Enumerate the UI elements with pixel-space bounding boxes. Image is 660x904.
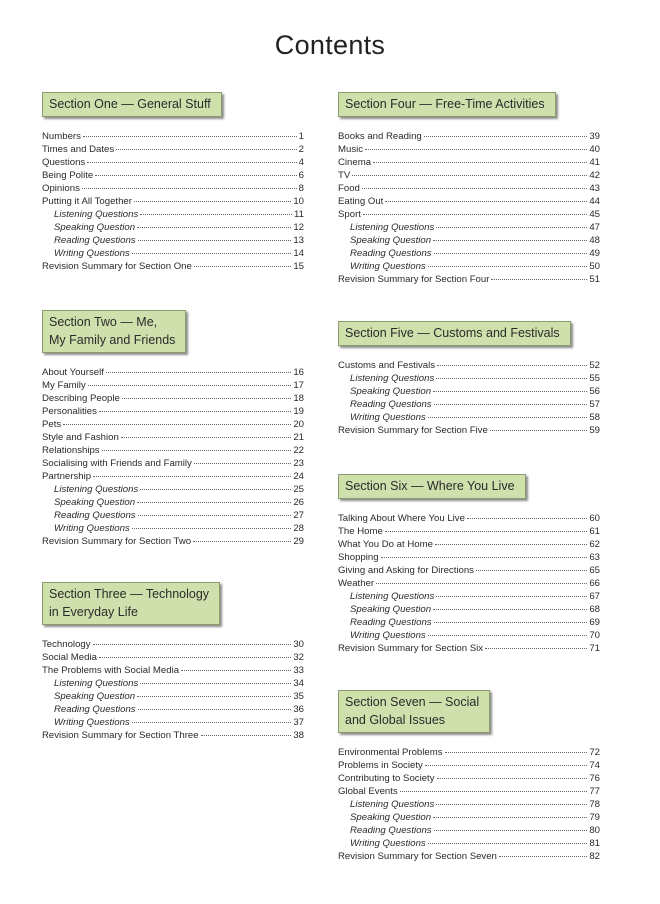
section-two [42,310,304,546]
dot-leader [140,479,291,490]
dot-leader [428,256,588,267]
section-heading-line: Section Seven — Social [345,695,480,709]
toc-entry-label: Writing Questions [350,630,426,641]
toc-entry-label: Environmental Problems [338,747,443,758]
toc-entry[interactable] [338,848,600,861]
toc-entry-page-number: 29 [293,536,304,547]
toc-entry-label: Revision Summary for Section Two [42,536,192,547]
dot-leader [385,191,587,202]
toc-entry-page-number: 56 [589,386,600,397]
toc-entry-label: Customs and Festivals [338,360,436,371]
dot-leader [485,638,587,649]
toc-entry-page-number: 8 [298,183,304,194]
dot-leader [437,768,588,779]
toc-entry-label: Personalities [42,406,97,417]
section-heading-line: Section Five — Customs and Festivals [345,326,560,340]
toc-entry[interactable] [42,258,304,271]
dot-leader [140,204,292,215]
section-heading-line: and Global Issues [345,713,446,727]
toc-entry-page-number: 24 [293,471,304,482]
toc-entry[interactable] [338,422,600,435]
toc-entry-page-number: 63 [589,552,600,563]
dot-leader [352,165,587,176]
toc-entry-label: Putting it All Together [42,196,132,207]
toc-entry-page-number: 74 [589,760,600,771]
toc-entry-label: Being Polite [42,170,94,181]
section-one [42,92,304,271]
toc-entry-page-number: 76 [589,773,600,784]
dot-leader [95,165,296,176]
toc-entry-label: Books and Reading [338,131,422,142]
section-heading-line: Section One — General Stuff [49,97,211,111]
toc-entry-page-number: 78 [589,799,600,810]
toc-entry-label: Listening Questions [350,373,435,384]
section-three [42,582,304,740]
toc-entry-label: Talking About Where You Live [338,513,465,524]
toc-entry-page-number: 1 [298,131,304,142]
toc-entry-page-number: 43 [589,183,600,194]
entry-list [338,510,600,653]
toc-entry-label: Listening Questions [54,209,139,220]
dot-leader [138,505,292,516]
toc-entry-page-number: 12 [293,222,304,233]
toc-entry-label: Speaking Question [54,497,136,508]
toc-entry[interactable] [42,533,304,546]
dot-leader [193,531,291,542]
dot-leader [434,612,588,623]
dot-leader [365,139,587,150]
toc-entry-label: Writing Questions [54,523,130,534]
toc-entry-label: Shopping [338,552,379,563]
dot-leader [132,518,292,529]
toc-entry-label: Reading Questions [54,235,136,246]
toc-entry-page-number: 10 [293,196,304,207]
toc-entry-page-number: 60 [589,513,600,524]
toc-entry-label: Times and Dates [42,144,115,155]
toc-entry-page-number: 82 [589,851,600,862]
toc-entry-label: My Family [42,380,86,391]
section-heading-line: Section Six — Where You Live [345,479,515,493]
page-title: Contents [274,30,386,60]
section-heading[interactable] [338,690,490,733]
dot-leader [433,230,587,241]
toc-entry-page-number: 51 [589,274,600,285]
section-six [338,474,600,653]
toc-entry[interactable] [42,727,304,740]
dot-leader [181,660,291,671]
toc-entry-label: Reading Questions [350,617,432,628]
section-heading[interactable] [42,92,222,117]
toc-entry-page-number: 70 [589,630,600,641]
toc-entry-page-number: 79 [589,812,600,823]
dot-leader [373,152,587,163]
toc-entry-page-number: 36 [293,704,304,715]
toc-entry-label: About Yourself [42,367,104,378]
toc-entry-page-number: 21 [293,432,304,443]
toc-entry-label: Reading Questions [350,825,432,836]
dot-leader [93,466,291,477]
dot-leader [102,440,292,451]
toc-entry-page-number: 23 [293,458,304,469]
toc-entry-page-number: 49 [589,248,600,259]
toc-entry-page-number: 4 [298,157,304,168]
toc-entry-page-number: 37 [293,717,304,728]
dot-leader [138,699,292,710]
dot-leader [82,178,297,189]
dot-leader [434,243,588,254]
toc-entry-label: Speaking Question [350,235,432,246]
toc-entry-label: Socialising with Friends and Family [42,458,192,469]
dot-leader [194,256,292,267]
toc-entry-page-number: 48 [589,235,600,246]
toc-entry-label: Cinema [338,157,372,168]
toc-entry-page-number: 34 [293,678,304,689]
dot-leader [433,381,587,392]
entry-list [42,128,304,271]
dot-leader [437,355,587,366]
toc-entry-label: Listening Questions [350,591,435,602]
toc-entry-page-number: 57 [589,399,600,410]
entry-list [42,636,304,740]
toc-entry-label: Listening Questions [54,678,139,689]
dot-leader [445,742,588,753]
toc-entry-label: Writing Questions [54,248,130,259]
section-heading[interactable] [338,92,556,117]
toc-entry-page-number: 45 [589,209,600,220]
section-five [338,321,600,435]
toc-entry-page-number: 2 [298,144,304,155]
toc-entry-page-number: 27 [293,510,304,521]
toc-entry-page-number: 77 [589,786,600,797]
toc-entry-label: Numbers [42,131,81,142]
dot-leader [87,152,296,163]
dot-leader [376,573,587,584]
dot-leader [88,375,292,386]
toc-entry-page-number: 62 [589,539,600,550]
toc-entry-page-number: 66 [589,578,600,589]
dot-leader [99,401,291,412]
toc-entry-label: Revision Summary for Section Five [338,425,488,436]
toc-entry-page-number: 44 [589,196,600,207]
toc-entry-label: Writing Questions [350,838,426,849]
dot-leader [433,599,587,610]
toc-entry-label: Food [338,183,360,194]
toc-entry-label: Listening Questions [54,484,139,495]
entry-list [338,357,600,435]
toc-entry-label: Opinions [42,183,80,194]
dot-leader [121,427,292,438]
dot-leader [491,269,587,280]
toc-entry-page-number: 52 [589,360,600,371]
dot-leader [99,647,291,658]
toc-entry-page-number: 65 [589,565,600,576]
toc-entry-page-number: 61 [589,526,600,537]
toc-entry-page-number: 33 [293,665,304,676]
dot-leader [436,368,587,379]
toc-entry-label: Technology [42,639,91,650]
dot-leader [424,126,588,137]
toc-entry-label: Relationships [42,445,100,456]
dot-leader [63,414,291,425]
toc-entry-label: Reading Questions [54,704,136,715]
toc-entry-label: TV [338,170,351,181]
toc-entry-page-number: 81 [589,838,600,849]
toc-entry-page-number: 41 [589,157,600,168]
dot-leader [122,388,291,399]
toc-entry-label: Reading Questions [54,510,136,521]
dot-leader [116,139,296,150]
dot-leader [132,243,292,254]
toc-entry-page-number: 68 [589,604,600,615]
toc-entry-label: Speaking Question [54,222,136,233]
section-heading[interactable] [338,474,526,499]
dot-leader [434,394,588,405]
section-heading[interactable] [338,321,571,346]
toc-entry-page-number: 26 [293,497,304,508]
toc-entry-page-number: 55 [589,373,600,384]
dot-leader [140,673,291,684]
toc-entry-label: Weather [338,578,375,589]
dot-leader [93,634,292,645]
toc-entry-label: Writing Questions [350,412,426,423]
dot-leader [132,712,292,723]
section-seven [338,690,600,861]
toc-entry-label: Contributing to Society [338,773,435,784]
dot-leader [83,126,297,137]
toc-entry[interactable] [338,271,600,284]
dot-leader [428,833,588,844]
dot-leader [400,781,588,792]
dot-leader [490,420,588,431]
toc-entry-page-number: 6 [298,170,304,181]
toc-entry-label: Problems in Society [338,760,423,771]
section-heading-line: My Family and Friends [49,333,176,347]
toc-entry-page-number: 15 [293,261,304,272]
dot-leader [499,846,587,857]
toc-entry-page-number: 11 [294,209,304,220]
toc-entry-label: Style and Fashion [42,432,119,443]
toc-entry-page-number: 80 [589,825,600,836]
toc-entry-label: Reading Questions [350,248,432,259]
entry-list [42,364,304,546]
dot-leader [134,191,291,202]
toc-entry-page-number: 67 [589,591,600,602]
toc-entry-page-number: 25 [293,484,304,495]
dot-leader [436,794,587,805]
toc-entry-label: Listening Questions [350,222,435,233]
toc-entry-page-number: 35 [293,691,304,702]
toc-entry-label: Revision Summary for Section Six [338,643,484,654]
toc-entry-page-number: 40 [589,144,600,155]
toc-entry-label: Writing Questions [54,717,130,728]
toc-entry-page-number: 13 [293,235,304,246]
dot-leader [434,820,588,831]
dot-leader [467,508,587,519]
toc-entry-label: Sport [338,209,361,220]
toc-entry-label: Giving and Asking for Directions [338,565,474,576]
toc-entry-page-number: 20 [293,419,304,430]
toc-entry-label: Speaking Question [350,386,432,397]
dot-leader [201,725,292,736]
toc-entry-label: Questions [42,157,86,168]
dot-leader [137,217,291,228]
dot-leader [436,586,587,597]
section-heading-line: Section Two — Me, [49,315,158,329]
section-heading[interactable] [42,310,186,353]
dot-leader [106,362,291,373]
toc-entry-page-number: 71 [589,643,600,654]
toc-entry-page-number: 38 [293,730,304,741]
toc-entry-page-number: 32 [293,652,304,663]
toc-entry-label: Partnership [42,471,92,482]
dot-leader [385,521,588,532]
dot-leader [436,217,587,228]
dot-leader [476,560,587,571]
toc-entry-label: Revision Summary for Section Four [338,274,490,285]
toc-entry-label: Reading Questions [350,399,432,410]
dot-leader [137,686,291,697]
toc-entry-label: What You Do at Home [338,539,433,550]
dot-leader [194,453,292,464]
section-heading-line: in Everyday Life [49,605,138,619]
toc-entry-label: Describing People [42,393,120,404]
section-heading-line: Section Three — Technology [49,587,210,601]
dot-leader [362,178,587,189]
toc-entry-page-number: 72 [589,747,600,758]
dot-leader [138,230,292,241]
toc-entry-label: Eating Out [338,196,384,207]
dot-leader [428,407,588,418]
toc-entry-page-number: 19 [293,406,304,417]
toc-entry-label: Speaking Question [350,812,432,823]
toc-entry-label: Global Events [338,786,398,797]
toc-entry-label: Revision Summary for Section Three [42,730,199,741]
entry-list [338,744,600,861]
toc-entry-label: Revision Summary for Section One [42,261,192,272]
toc-entry-page-number: 39 [589,131,600,142]
section-four [338,92,600,284]
dot-leader [433,807,587,818]
toc-entry-label: Writing Questions [350,261,426,272]
toc-entry-label: Speaking Question [350,604,432,615]
toc-entry-label: Music [338,144,364,155]
toc-entry-page-number: 50 [589,261,600,272]
toc-entry-label: Social Media [42,652,97,663]
toc-entry-label: Pets [42,419,62,430]
toc-entry-label: Speaking Question [54,691,136,702]
toc-entry[interactable] [338,640,600,653]
dot-leader [137,492,291,503]
toc-entry-page-number: 17 [293,380,304,391]
dot-leader [435,534,587,545]
toc-entry-page-number: 14 [293,248,304,259]
toc-entry-label: The Problems with Social Media [42,665,180,676]
section-heading[interactable] [42,582,220,625]
toc-entry-page-number: 47 [589,222,600,233]
toc-entry-page-number: 30 [293,639,304,650]
dot-leader [428,625,588,636]
toc-entry-page-number: 42 [589,170,600,181]
toc-entry-label: The Home [338,526,383,537]
entry-list [338,128,600,284]
dot-leader [381,547,588,558]
dot-leader [363,204,587,215]
toc-entry-page-number: 22 [293,445,304,456]
toc-entry-page-number: 16 [293,367,304,378]
toc-entry-page-number: 58 [589,412,600,423]
toc-entry-page-number: 69 [589,617,600,628]
section-heading-line: Section Four — Free-Time Activities [345,97,545,111]
dot-leader [425,755,588,766]
toc-entry-page-number: 18 [293,393,304,404]
toc-entry-page-number: 59 [589,425,600,436]
toc-entry-label: Revision Summary for Section Seven [338,851,497,862]
toc-entry-label: Listening Questions [350,799,435,810]
toc-entry-page-number: 28 [293,523,304,534]
